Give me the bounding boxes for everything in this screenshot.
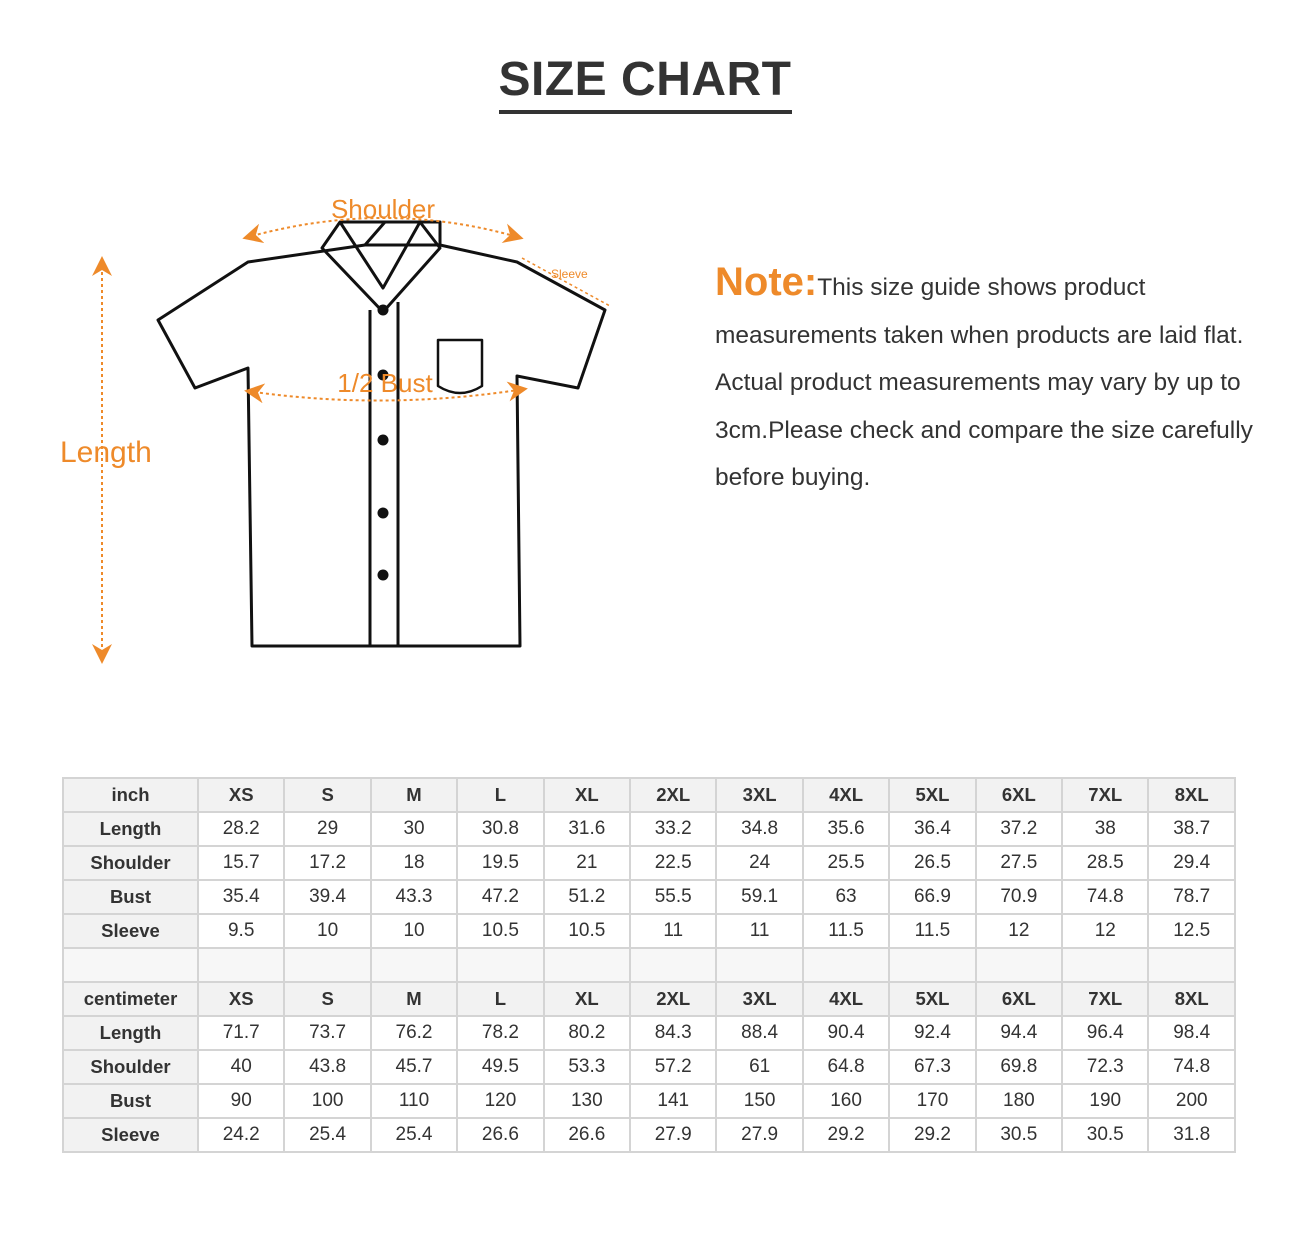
shirt-button — [378, 570, 389, 581]
empty-cell — [1148, 948, 1235, 982]
size-header-cell: 7XL — [1062, 778, 1148, 812]
table-cell: 26.6 — [457, 1118, 543, 1152]
table-cell: 31.6 — [544, 812, 630, 846]
table-cell: 88.4 — [716, 1016, 802, 1050]
table-cell: 12.5 — [1148, 914, 1235, 948]
table-cell: 69.8 — [976, 1050, 1062, 1084]
page-title-text: SIZE CHART — [499, 52, 792, 114]
table-cell: 94.4 — [976, 1016, 1062, 1050]
table-cell: 28.2 — [198, 812, 284, 846]
table-cell: 59.1 — [716, 880, 802, 914]
bust-label: 1/2 Bust — [337, 368, 433, 398]
table-row — [63, 846, 1235, 880]
size-table — [62, 777, 1236, 1153]
table-cell: 28.5 — [1062, 846, 1148, 880]
empty-cell — [630, 948, 716, 982]
table-cell: 150 — [716, 1084, 802, 1118]
size-header-cell: 2XL — [630, 982, 716, 1016]
size-header-cell: 5XL — [889, 982, 975, 1016]
table-header-row — [63, 778, 1235, 812]
table-cell: 71.7 — [198, 1016, 284, 1050]
table-cell: 70.9 — [976, 880, 1062, 914]
measure-label-cell: Sleeve — [63, 914, 198, 948]
table-cell: 9.5 — [198, 914, 284, 948]
shirt-diagram — [40, 180, 640, 680]
empty-cell — [803, 948, 889, 982]
table-cell: 57.2 — [630, 1050, 716, 1084]
table-cell: 25.4 — [371, 1118, 457, 1152]
table-cell: 25.5 — [803, 846, 889, 880]
size-header-cell: XL — [544, 982, 630, 1016]
empty-cell — [198, 948, 284, 982]
table-row — [63, 812, 1235, 846]
table-cell: 110 — [371, 1084, 457, 1118]
size-header-cell: M — [371, 778, 457, 812]
table-cell: 12 — [976, 914, 1062, 948]
shirt-outline — [158, 222, 605, 646]
table-cell: 43.8 — [284, 1050, 370, 1084]
size-header-cell: 3XL — [716, 778, 802, 812]
size-header-cell: S — [284, 982, 370, 1016]
empty-cell — [284, 948, 370, 982]
table-cell: 98.4 — [1148, 1016, 1235, 1050]
table-cell: 141 — [630, 1084, 716, 1118]
table-cell: 30.5 — [1062, 1118, 1148, 1152]
table-cell: 31.8 — [1148, 1118, 1235, 1152]
table-cell: 38 — [1062, 812, 1148, 846]
table-cell: 100 — [284, 1084, 370, 1118]
table-cell: 22.5 — [630, 846, 716, 880]
table-row — [63, 1050, 1235, 1084]
table-cell: 30 — [371, 812, 457, 846]
size-header-cell: 6XL — [976, 982, 1062, 1016]
table-cell: 10.5 — [457, 914, 543, 948]
empty-cell — [63, 948, 198, 982]
table-cell: 49.5 — [457, 1050, 543, 1084]
note-label: Note: — [715, 260, 818, 304]
table-cell: 18 — [371, 846, 457, 880]
size-header-cell: 4XL — [803, 982, 889, 1016]
table-row — [63, 880, 1235, 914]
measure-label-cell: Length — [63, 1016, 198, 1050]
table-cell: 53.3 — [544, 1050, 630, 1084]
table-cell: 17.2 — [284, 846, 370, 880]
table-cell: 11.5 — [803, 914, 889, 948]
table-cell: 24.2 — [198, 1118, 284, 1152]
table-cell: 33.2 — [630, 812, 716, 846]
table-cell: 26.6 — [544, 1118, 630, 1152]
size-header-cell: 2XL — [630, 778, 716, 812]
table-cell: 200 — [1148, 1084, 1235, 1118]
size-header-cell: 8XL — [1148, 778, 1235, 812]
table-cell: 170 — [889, 1084, 975, 1118]
table-cell: 190 — [1062, 1084, 1148, 1118]
table-cell: 11.5 — [889, 914, 975, 948]
table-cell: 27.5 — [976, 846, 1062, 880]
shirt-button — [378, 435, 389, 446]
table-cell: 30.8 — [457, 812, 543, 846]
size-header-cell: 7XL — [1062, 982, 1148, 1016]
measure-label-cell: Shoulder — [63, 846, 198, 880]
sleeve-label: Sleeve — [551, 267, 588, 281]
table-cell: 47.2 — [457, 880, 543, 914]
table-cell: 80.2 — [544, 1016, 630, 1050]
size-header-cell: 5XL — [889, 778, 975, 812]
table-cell: 74.8 — [1062, 880, 1148, 914]
unit-header-cell: inch — [63, 778, 198, 812]
table-spacer-row — [63, 948, 1235, 982]
table-cell: 29.4 — [1148, 846, 1235, 880]
table-cell: 130 — [544, 1084, 630, 1118]
table-cell: 25.4 — [284, 1118, 370, 1152]
empty-cell — [544, 948, 630, 982]
table-cell: 78.7 — [1148, 880, 1235, 914]
table-cell: 90 — [198, 1084, 284, 1118]
table-row — [63, 1118, 1235, 1152]
shirt-button — [378, 508, 389, 519]
size-note — [715, 262, 1255, 502]
table-cell: 24 — [716, 846, 802, 880]
table-row — [63, 1016, 1235, 1050]
table-cell: 51.2 — [544, 880, 630, 914]
measure-label-cell: Shoulder — [63, 1050, 198, 1084]
table-cell: 96.4 — [1062, 1016, 1148, 1050]
shirt-buttons — [378, 305, 389, 581]
table-cell: 27.9 — [630, 1118, 716, 1152]
size-header-cell: XS — [198, 778, 284, 812]
table-row — [63, 914, 1235, 948]
table-cell: 34.8 — [716, 812, 802, 846]
size-header-cell: 4XL — [803, 778, 889, 812]
table-cell: 67.3 — [889, 1050, 975, 1084]
shirt-diagram-svg — [40, 180, 640, 680]
table-cell: 39.4 — [284, 880, 370, 914]
size-header-cell: M — [371, 982, 457, 1016]
size-header-cell: XL — [544, 778, 630, 812]
table-cell: 30.5 — [976, 1118, 1062, 1152]
table-cell: 35.6 — [803, 812, 889, 846]
size-header-cell: 3XL — [716, 982, 802, 1016]
table-cell: 15.7 — [198, 846, 284, 880]
table-row — [63, 1084, 1235, 1118]
table-cell: 180 — [976, 1084, 1062, 1118]
table-cell: 40 — [198, 1050, 284, 1084]
measure-label-cell: Bust — [63, 1084, 198, 1118]
table-cell: 92.4 — [889, 1016, 975, 1050]
size-header-cell: L — [457, 778, 543, 812]
table-cell: 38.7 — [1148, 812, 1235, 846]
table-cell: 64.8 — [803, 1050, 889, 1084]
table-cell: 11 — [716, 914, 802, 948]
table-cell: 78.2 — [457, 1016, 543, 1050]
table-cell: 72.3 — [1062, 1050, 1148, 1084]
table-cell: 26.5 — [889, 846, 975, 880]
table-cell: 12 — [1062, 914, 1148, 948]
table-cell: 66.9 — [889, 880, 975, 914]
unit-header-cell: centimeter — [63, 982, 198, 1016]
table-cell: 76.2 — [371, 1016, 457, 1050]
sleeve-measure-line — [522, 258, 610, 306]
empty-cell — [889, 948, 975, 982]
table-cell: 21 — [544, 846, 630, 880]
empty-cell — [1062, 948, 1148, 982]
size-header-cell: L — [457, 982, 543, 1016]
table-cell: 45.7 — [371, 1050, 457, 1084]
table-header-row — [63, 982, 1235, 1016]
size-header-cell: XS — [198, 982, 284, 1016]
measure-label-cell: Bust — [63, 880, 198, 914]
table-cell: 120 — [457, 1084, 543, 1118]
size-header-cell: S — [284, 778, 370, 812]
table-cell: 55.5 — [630, 880, 716, 914]
size-header-cell: 6XL — [976, 778, 1062, 812]
table-cell: 90.4 — [803, 1016, 889, 1050]
table-cell: 19.5 — [457, 846, 543, 880]
note-text: This size guide shows product measurements taken when products are laid flat. Actual product measurements may vary by up to 3cm.Please check and compare the size carefully before buying. — [715, 274, 1253, 491]
empty-cell — [976, 948, 1062, 982]
table-cell: 73.7 — [284, 1016, 370, 1050]
table-cell: 84.3 — [630, 1016, 716, 1050]
table-cell: 29 — [284, 812, 370, 846]
table-cell: 43.3 — [371, 880, 457, 914]
table-cell: 29.2 — [889, 1118, 975, 1152]
table-cell: 10 — [371, 914, 457, 948]
table-cell: 160 — [803, 1084, 889, 1118]
empty-cell — [457, 948, 543, 982]
empty-cell — [716, 948, 802, 982]
measure-label-cell: Sleeve — [63, 1118, 198, 1152]
table-cell: 29.2 — [803, 1118, 889, 1152]
empty-cell — [371, 948, 457, 982]
table-cell: 10 — [284, 914, 370, 948]
shirt-button — [378, 305, 389, 316]
size-header-cell: 8XL — [1148, 982, 1235, 1016]
table-cell: 63 — [803, 880, 889, 914]
table-cell: 36.4 — [889, 812, 975, 846]
table-cell: 11 — [630, 914, 716, 948]
size-table-body — [63, 778, 1235, 1152]
table-cell: 35.4 — [198, 880, 284, 914]
measure-label-cell: Length — [63, 812, 198, 846]
length-label: Length — [60, 436, 152, 469]
table-cell: 74.8 — [1148, 1050, 1235, 1084]
table-cell: 61 — [716, 1050, 802, 1084]
shoulder-label: Shoulder — [330, 194, 436, 224]
table-cell: 10.5 — [544, 914, 630, 948]
table-cell: 27.9 — [716, 1118, 802, 1152]
page-title — [0, 52, 1290, 114]
table-cell: 37.2 — [976, 812, 1062, 846]
